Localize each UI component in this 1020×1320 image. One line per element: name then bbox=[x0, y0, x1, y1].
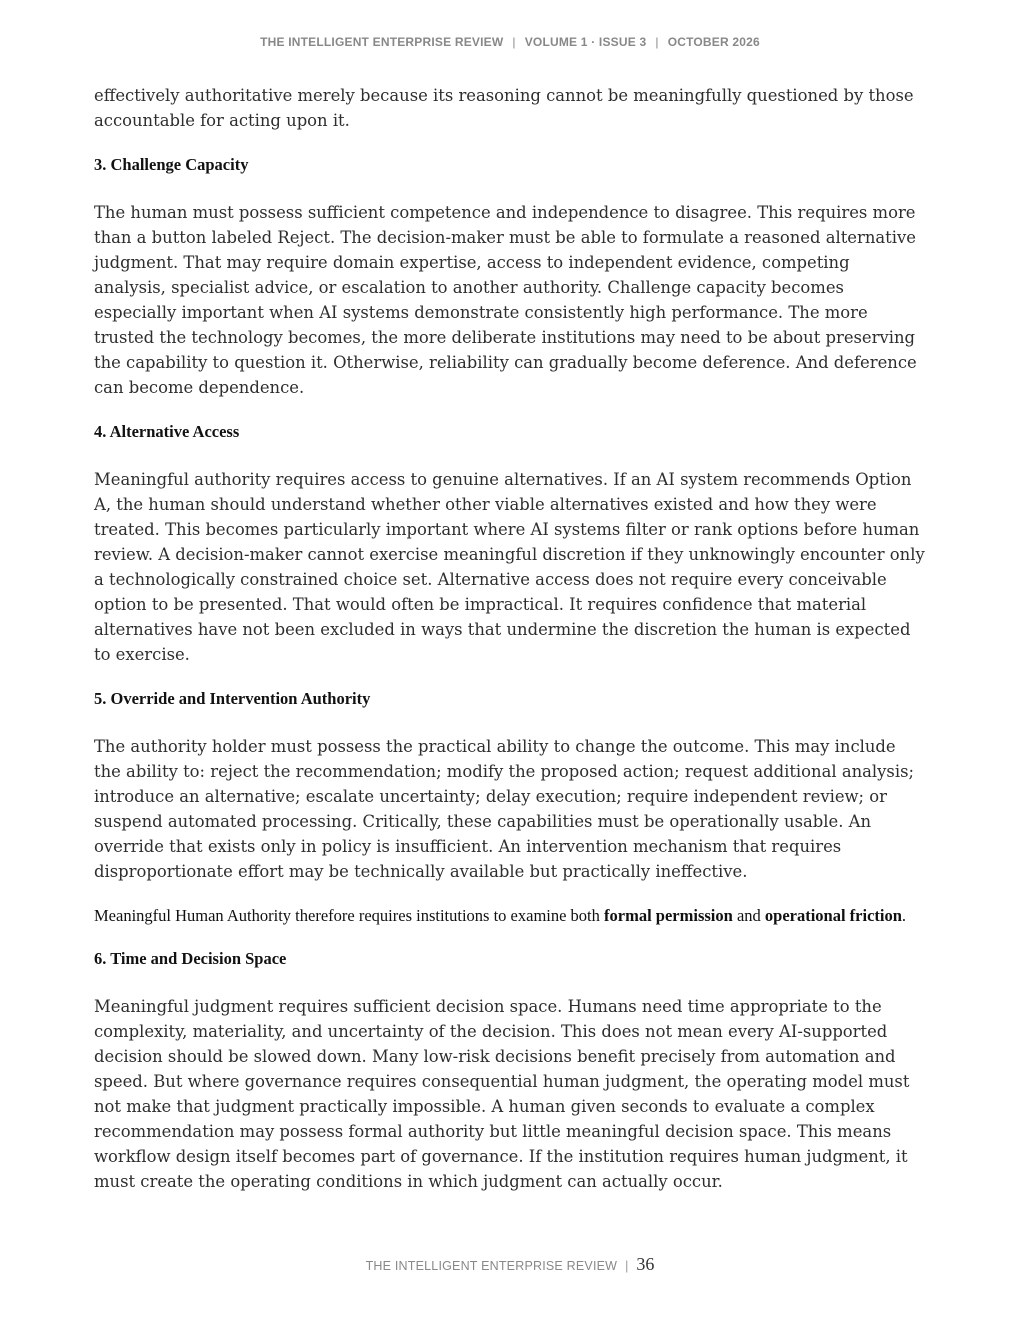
summary-term-formal-permission: formal permission bbox=[604, 906, 733, 925]
section-paragraph-challenge-capacity: The human must possess sufficient competence and independence to disagree. This requires more than a button labeled Reject. The decision-maker must be able to formulate a reasoned alternative judgment. That may require domain expertise, access to independent evidence, competing analysis, specialist advice, or escalation to another authority. Challenge capacity becomes especially important when AI systems demonstrate consistently high performance. The more trusted the technology becomes, the more deliberate institutions may need to be about preserving the capability to question it. Otherwise, reliability can gradually become deference. And deference can become dependence. bbox=[94, 203, 917, 397]
running-header bbox=[0, 35, 1020, 49]
article-body bbox=[94, 83, 926, 1194]
header-issue: VOLUME 1 · ISSUE 3 bbox=[524, 35, 647, 49]
section-paragraph-time-decision-space: Meaningful judgment requires sufficient decision space. Humans need time appropriate to the complexity, materiality, and uncertainty of the decision. This does not mean every AI-supported decision should be slowed down. Many low-risk decisions benefit precisely from automation and speed. But where governance requires consequential human judgment, the operating model must not make that judgment practically impossible. A human given seconds to evaluate a complex recommendation may possess formal authority but little meaningful decision space. This means workflow design itself becomes part of governance. If the institution requires human judgment, it must create the operating conditions in which judgment can actually occur. bbox=[94, 997, 910, 1191]
section-paragraph-alternative-access: Meaningful authority requires access to genuine alternatives. If an AI system recommends Option A, the human should understand whether other viable alternatives existed and how they were treated. This becomes particularly important where AI systems filter or rank options before human review. A decision-maker cannot exercise meaningful discretion if they unknowingly encounter only a technologically constrained choice set. Alternative access does not require every conceivable option to be presented. That would often be impractical. It requires confidence that material alternatives have not been excluded in ways that undermine the discretion the human is expected to exercise. bbox=[94, 470, 925, 664]
section-heading-override-authority: 5. Override and Intervention Authority bbox=[94, 689, 371, 708]
section-heading-time-decision-space: 6. Time and Decision Space bbox=[94, 949, 287, 968]
page-number: 36 bbox=[636, 1254, 655, 1274]
summary-term-operational-friction: operational friction bbox=[764, 906, 902, 925]
footer-separator: | bbox=[625, 1259, 629, 1273]
summary-note-suffix: . bbox=[901, 906, 907, 925]
intro-paragraph: effectively authoritative merely because its reasoning cannot be meaningfully questioned by those accountable for acting upon it. bbox=[94, 86, 914, 130]
header-date: OCTOBER 2026 bbox=[667, 35, 760, 49]
header-publication: THE INTELLIGENT ENTERPRISE REVIEW bbox=[260, 35, 504, 49]
section-heading-challenge-capacity: 3. Challenge Capacity bbox=[94, 155, 249, 174]
page-footer bbox=[0, 1254, 1020, 1275]
section-paragraph-override-authority: The authority holder must possess the practical ability to change the outcome. This may include the ability to: reject the recommendation; modify the proposed action; request additional analysis; introduce an alternative; escalate uncertainty; delay execution; require independent review; or suspend automated processing. Critically, these capabilities must be operationally usable. An override that exists only in policy is insufficient. An intervention mechanism that requires disproportionate effort may be technically available but practically ineffective. bbox=[94, 737, 915, 881]
summary-note bbox=[94, 905, 926, 926]
header-separator: | bbox=[655, 35, 659, 49]
summary-note-prefix: Meaningful Human Authority therefore requires institutions to examine both bbox=[94, 906, 605, 925]
summary-note-connector: and bbox=[732, 906, 765, 925]
header-separator: | bbox=[512, 35, 516, 49]
footer-publication: THE INTELLIGENT ENTERPRISE REVIEW bbox=[365, 1259, 618, 1273]
section-heading-alternative-access: 4. Alternative Access bbox=[94, 422, 240, 441]
